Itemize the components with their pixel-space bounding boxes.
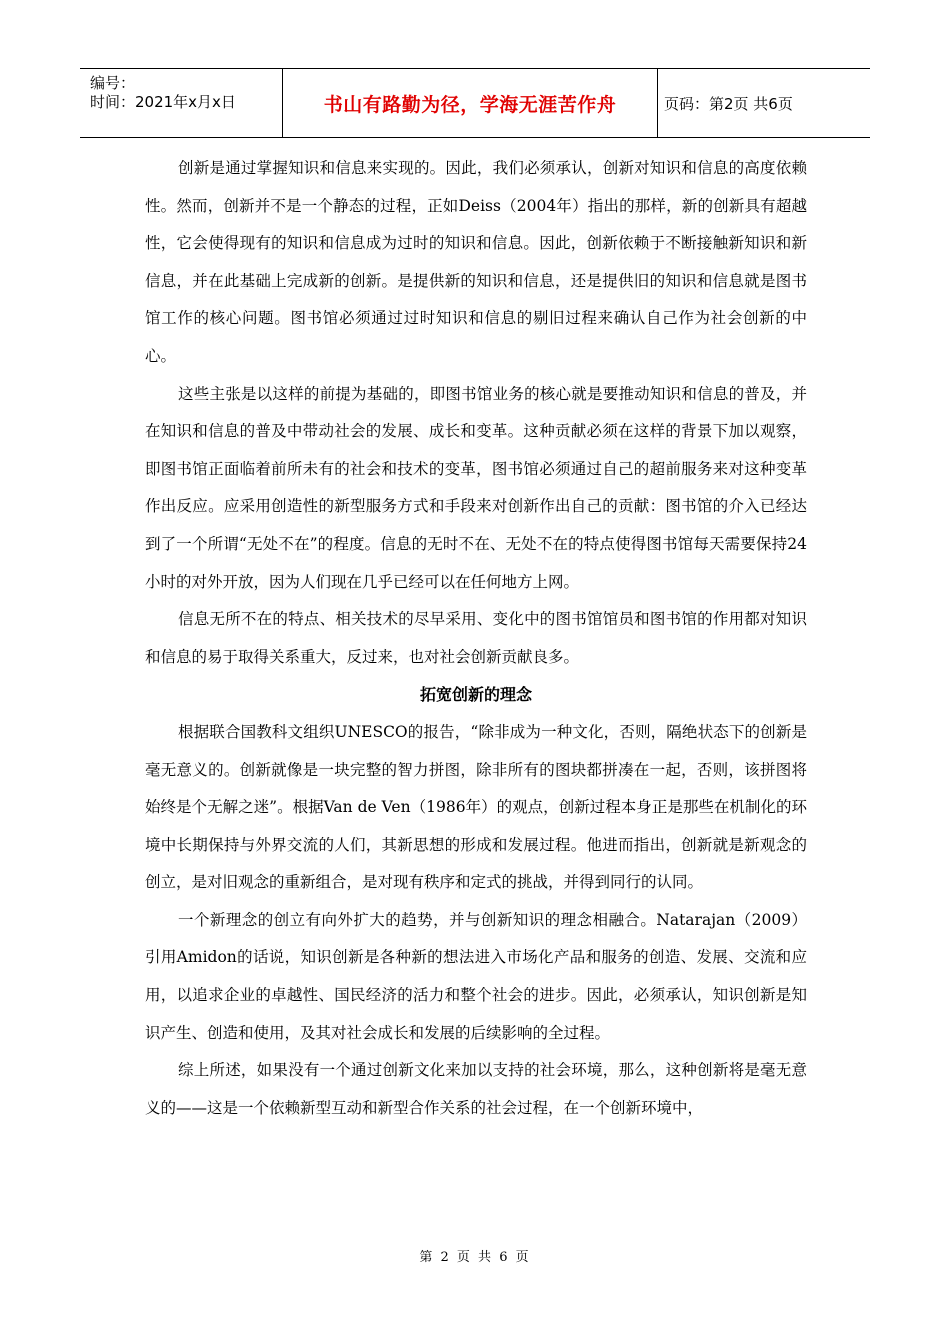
header-page-cell	[658, 69, 870, 137]
document-body	[145, 150, 807, 1127]
paragraph: 综上所述，如果没有一个通过创新文化来加以支持的社会环境，那么，这种创新将是毫无意义的——这是一个依赖新型互动和新型合作关系的社会过程，在一个创新环境中，	[145, 1061, 807, 1117]
section-title: 拓宽创新的理念	[419, 685, 532, 705]
page-header	[80, 68, 870, 138]
page-footer: 第 2 页 共 6 页	[419, 1250, 531, 1265]
header-motto: 书山有路勤为径，学海无涯苦作舟	[323, 93, 617, 116]
paragraph: 信息无所不在的特点、相关技术的尽早采用、变化中的图书馆馆员和图书馆的作用都对知识和信息的易于取得关系重大，反过来，也对社会创新贡献良多。	[145, 610, 807, 666]
paragraph: 根据联合国教科文组织UNESCO的报告，“除非成为一种文化，否则，隔绝状态下的创新是毫无意义的。创新就像是一块完整的智力拼图，除非所有的图块都拼凑在一起，否则，该拼图将始终是个无解之迷”。根据Van de Ven（1986年）的观点，创新过程本身正是那些在机制化的环境中长期保持与外界交流的人们，其新思想的形成和发展过程。他进而指出，创新就是新观念的创立，是对旧观念的重新组合，是对现有秩序和定式的挑战，并得到同行的认同。	[145, 722, 807, 892]
header-page-info: 页码：第2页 共6页	[664, 94, 793, 113]
paragraph: 一个新理念的创立有向外扩大的趋势，并与创新知识的理念相融合。Natarajan（2009）引用Amidon的话说，知识创新是各种新的想法进入市场化产品和服务的创造、发展、交流和应用，以追求企业的卓越性、国民经济的活力和整个社会的进步。因此，必须承认，知识创新是知识产生、创造和使用，及其对社会成长和发展的后续影响的全过程。	[145, 910, 807, 1042]
date-label: 时间：2021年x月x日	[90, 93, 236, 111]
paragraph: 创新是通过掌握知识和信息来实现的。因此，我们必须承认，创新对知识和信息的高度依赖性。然而，创新并不是一个静态的过程，正如Deiss（2004年）指出的那样，新的创新具有超越性，它会使得现有的知识和信息成为过时的知识和信息。因此，创新依赖于不断接触新知识和新信息，并在此基础上完成新的创新。是提供新的知识和信息，还是提供旧的知识和信息就是图书馆工作的核心问题。图书馆必须通过过时知识和信息的剔旧过程来确认自己作为社会创新的中心。	[145, 159, 807, 365]
header-motto-cell	[283, 69, 658, 137]
header-left-cell	[80, 69, 283, 137]
serial-label: 编号：	[90, 74, 136, 92]
paragraph: 这些主张是以这样的前提为基础的，即图书馆业务的核心就是要推动知识和信息的普及，并在知识和信息的普及中带动社会的发展、成长和变革。这种贡献必须在这样的背景下加以观察，即图书馆正面临着前所未有的社会和技术的变革，图书馆必须通过自己的超前服务来对这种变革作出反应。应采用创造性的新型服务方式和手段来对创新作出自己的贡献：图书馆的介入已经达到了一个所谓“无处不在”的程度。信息的无时不在、无处不在的特点使得图书馆每天需要保持24小时的对外开放，因为人们现在几乎已经可以在任何地方上网。	[145, 384, 807, 591]
